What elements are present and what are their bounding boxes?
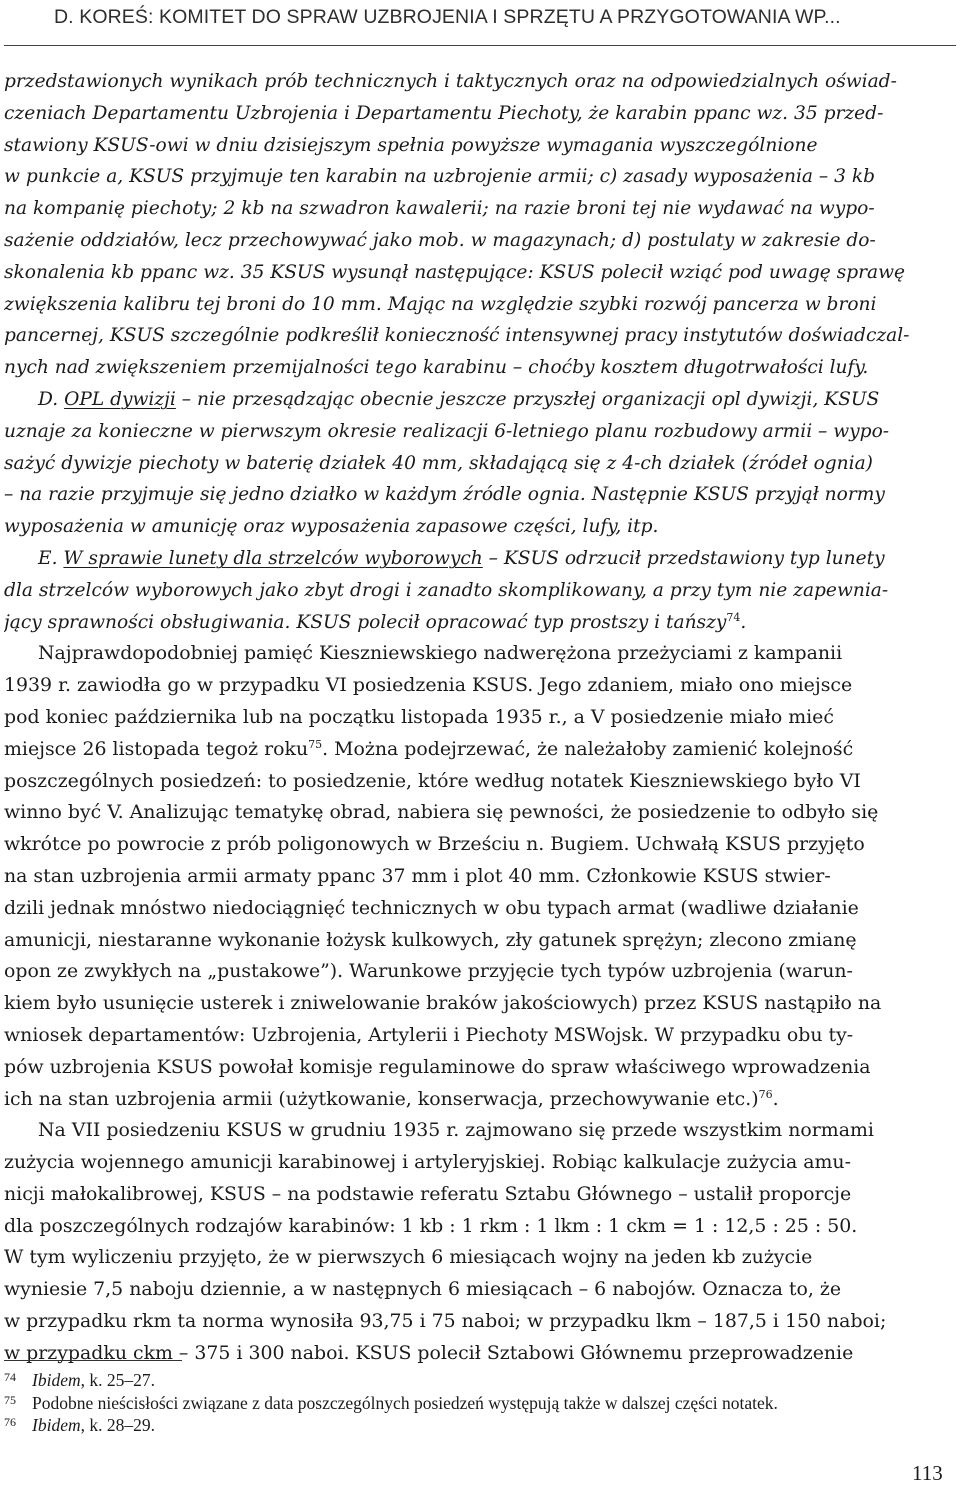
text-line: pancernej, KSUS szczególnie podkreślił konieczność intensywnej pracy instytutów doświadczal- xyxy=(4,325,910,347)
page-number: 113 xyxy=(912,1461,943,1485)
text-line: – na razie przyjmuje się jedno działko w każdym źródle ognia. Następnie KSUS przyjął normy xyxy=(4,484,885,506)
text-line xyxy=(4,734,956,766)
footnote-citation: , k. 25–27. xyxy=(80,1370,155,1390)
text-span: . xyxy=(740,611,747,633)
text-line: nych nad zwiększeniem przemijalności tego karabinu – choćby kosztem długotrwałości lufy. xyxy=(4,357,869,379)
footnote-citation: , k. 28–29. xyxy=(80,1415,155,1435)
text-span: ich na stan uzbrojenia armii (użytkowanie, konserwacja, przechowywanie etc.) xyxy=(4,1087,759,1110)
text-line: pów uzbrojenia KSUS powołał komisje regulaminowe do spraw właściwego wprowadzenia xyxy=(4,1055,871,1078)
text-line: skonalenia kb ppanc wz. 35 KSUS wysunął następujące: KSUS polecił wziąć pod uwagę sprawę xyxy=(4,261,905,283)
section-d-heading: OPL dywizji xyxy=(64,388,176,410)
footnote-text: Podobne nieścisłości związane z data poszczególnych posiedzeń występują także w dalszej części notatek. xyxy=(32,1392,778,1413)
text-line: w przypadku rkm ta norma wynosiła 93,75 i 75 naboi; w przypadku lkm – 187,5 i 150 naboi; xyxy=(4,1310,887,1333)
text-line: poszczególnych posiedzeń: to posiedzenie, które według notatek Kieszniewskiego było VI xyxy=(4,769,861,792)
footnote-76 xyxy=(4,1411,956,1434)
footnote-ref-74[interactable]: 74 xyxy=(726,610,741,624)
text-span: . xyxy=(772,1087,779,1110)
text-line xyxy=(4,607,956,639)
footnote-text xyxy=(32,1415,155,1435)
text-line: na stan uzbrojenia armii armaty ppanc 37 mm i plot 40 mm. Członkowie KSUS stwier- xyxy=(4,864,831,887)
section-d-line xyxy=(4,384,956,416)
text-line: opon ze zwykłych na „pustakowe”). Warunkowe przyjęcie tych typów uzbrojenia (warun- xyxy=(4,960,853,983)
footnote-75 xyxy=(4,1389,956,1412)
text-line: wyposażenia w amunicję oraz wyposażenia zapasowe części, lufy, itp. xyxy=(4,516,659,538)
text-line: dla strzelców wyborowych jako zbyt drogi i zanadto skomplikowany, a przy tym nie zapewnia- xyxy=(4,579,889,601)
text-line: uznaje za konieczne w pierwszym okresie realizacji 6-letniego planu rozbudowy armii – wypo- xyxy=(4,420,890,442)
footnote-ref-75[interactable]: 75 xyxy=(308,737,323,751)
text-line: wyniesie 7,5 naboju dziennie, a w następnych 6 miesiącach – 6 nabojów. Oznacza to, że xyxy=(4,1278,842,1301)
section-e-letter: E. xyxy=(38,547,64,569)
text-line xyxy=(4,1084,956,1116)
section-e-heading: W sprawie lunety dla strzelców wyborowych xyxy=(63,547,483,569)
section-d-letter: D. xyxy=(38,388,65,410)
text-line: przedstawionych wynikach prób technicznych i taktycznych oraz na odpowiedzialnych oświad- xyxy=(4,71,897,92)
text-span: miejsce 26 listopada tegoż roku xyxy=(4,737,309,760)
section-d-text: – nie przesądzając obecnie jeszcze przyszłej organizacji opl dywizji, KSUS xyxy=(175,388,880,410)
text-line: sażyć dywizje piechoty w baterię działek 40 mm, składającą się z 4-ch działek (źródeł ognia) xyxy=(4,452,873,474)
text-line: w przypadku ckm – 375 i 300 naboi. KSUS polecił Sztabowi Głównemu przeprowadzenie xyxy=(4,1341,854,1364)
section-e-text: – KSUS odrzucił przedstawiony typ lunety xyxy=(482,547,885,569)
text-line: 1939 r. zawiodła go w przypadku VI posiedzenia KSUS. Jego zdaniem, miało ono miejsce xyxy=(4,674,853,697)
text-line: winno być V. Analizując tematykę obrad, nabiera się pewności, że posiedzenie to odbyło się xyxy=(4,801,879,824)
paragraph-start: Na VII posiedzeniu KSUS w grudniu 1935 r. zajmowano się przede wszystkim normami xyxy=(38,1119,874,1142)
footnote-number: 75 xyxy=(4,1392,16,1407)
text-line: w punkcie a, KSUS przyjmuje ten karabin na uzbrojenie armii; c) zasady wyposażenia – 3 kb xyxy=(4,166,876,188)
text-line: dzili jednak mnóstwo niedociągnięć technicznych w obu typach armat (wadliwe działanie xyxy=(4,896,859,919)
ibidem: Ibidem xyxy=(32,1370,81,1390)
text-line: na kompanię piechoty; 2 kb na szwadron kawalerii; na razie broni tej nie wydawać na wypo- xyxy=(4,198,875,220)
running-head: D. KOREŚ: KOMITET DO SPRAW UZBROJENIA I SPRZĘTU A PRZYGOTOWANIA WP... xyxy=(54,6,841,28)
text-line: wkrótce po powrocie z prób poligonowych w Brześciu n. Bugiem. Uchwałą KSUS przyjęto xyxy=(4,833,865,856)
ibidem: Ibidem xyxy=(32,1415,81,1435)
footnote-number: 76 xyxy=(4,1415,16,1429)
text-line: zużycia wojennego amunicji karabinowej i artyleryjskiej. Robiąc kalkulacje zużycia amu- xyxy=(4,1151,851,1174)
footnote-number: 74 xyxy=(4,1370,16,1384)
text-line: dla poszczególnych rodzajów karabinów: 1 kb : 1 rkm : 1 lkm : 1 ckm = 1 : 12,5 : 25 : 50. xyxy=(4,1214,858,1237)
header-rule xyxy=(4,45,956,46)
text-line: amunicji, niestaranne wykonanie łożysk kulkowych, zły gatunek sprężyn; zlecono zmianę xyxy=(4,928,857,951)
text-line: wniosek departamentów: Uzbrojenia, Artylerii i Piechoty MSWojsk. W przypadku obu ty- xyxy=(4,1023,854,1046)
text-line: W tym wyliczeniu przyjęto, że w pierwszych 6 miesiącach wojny na jeden kb zużycie xyxy=(4,1246,813,1269)
footnote-74 xyxy=(4,1366,956,1389)
text-line: stawiony KSUS-owi w dniu dzisiejszym spełnia powyższe wymagania wyszczególnione xyxy=(4,134,818,156)
text-line: pod koniec października lub na początku listopada 1935 r., a V posiedzenie miało mieć xyxy=(4,705,834,728)
section-e-line xyxy=(4,543,956,575)
text-line: czeniach Departamentu Uzbrojenia i Departamentu Piechoty, że karabin ppanc wz. 35 przed- xyxy=(4,102,884,124)
footnote-text xyxy=(32,1370,155,1390)
text-span: . Można podejrzewać, że należałoby zamienić kolejność xyxy=(322,737,854,760)
text-line: sażenie oddziałów, lecz przechowywać jako mob. w magazynach; d) postulaty w zakresie do- xyxy=(4,229,876,251)
footnote-rule xyxy=(4,1360,182,1361)
paragraph-start: Najprawdopodobniej pamięć Kieszniewskiego nadwerężona przeżyciami z kampanii xyxy=(38,642,843,665)
footnotes xyxy=(4,1366,956,1434)
text-line: nicji małokalibrowej, KSUS – na podstawie referatu Sztabu Głównego – ustalił proporcje xyxy=(4,1182,852,1205)
text-span: jący sprawności obsługiwania. KSUS polecił opracować typ prostszy i tańszy xyxy=(4,611,727,633)
footnote-ref-76[interactable]: 76 xyxy=(758,1087,773,1101)
text-line: kiem było usunięcie usterek i zniwelowanie braków jakościowych) przez KSUS nastąpiło na xyxy=(4,992,882,1015)
body-text xyxy=(4,66,956,1370)
text-line: zwiększenia kalibru tej broni do 10 mm. Mając na względzie szybki rozwój pancerza w broni xyxy=(4,293,877,315)
